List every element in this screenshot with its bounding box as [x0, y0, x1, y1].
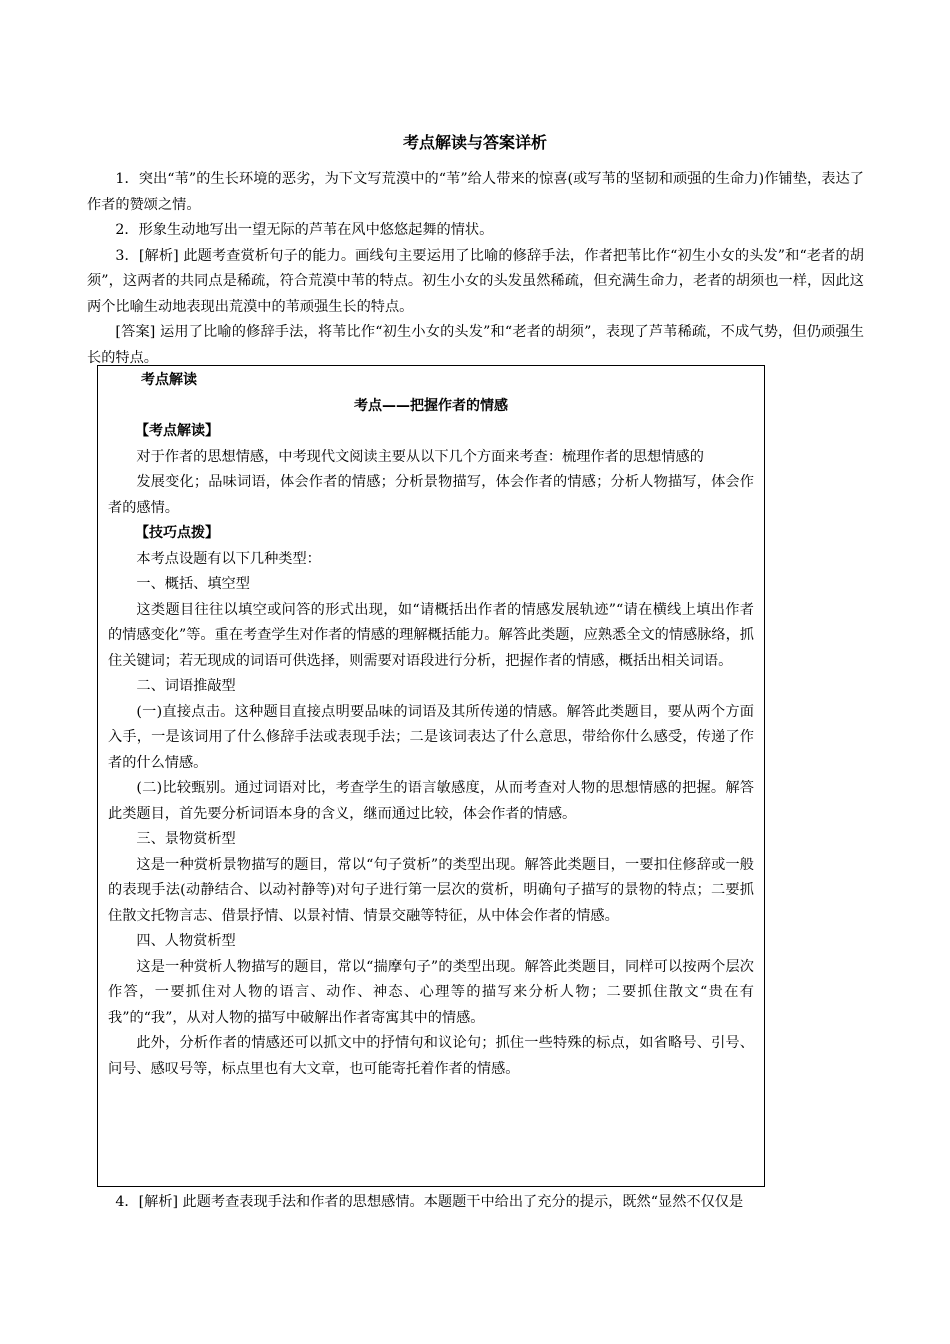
box-label: 考点解读 — [141, 372, 197, 388]
type2-text-2: (二)比较甄别。通过词语对比，考查学生的语言敏感度，从而考查对人物的思想情感的把握。解答此类题目，首先要分析词语本身的含义，继而通过比较，体会作者的情感。 — [108, 780, 754, 822]
type3-title: 三、景物赏析型 — [136, 831, 236, 847]
answer-2: 2．形象生动地写出一望无际的芦苇在风中悠悠起舞的情状。 — [115, 222, 494, 238]
type3-text: 这是一种赏析景物描写的题目，常以“句子赏析”的类型出现。解答此类题目，一要扣住修辞或一般的表现手法(动静结合、以动衬静等)对句子进行第一层次的赏析，明确句子描写的景物的特点；二要抓住散文托物言志、借景抒情、以景衬情、情景交融等特征，从中体会作者的情感。 — [108, 856, 754, 924]
tips-intro: 本考点设题有以下几种类型： — [136, 550, 321, 567]
type1-text: 这类题目往往以填空或问答的形式出现，如“请概括出作者的情感发展轨迹”“请在横线上填出作者的情感变化”等。重在考查学生对作者的情感的理解概括能力。解答此类题，应熟悉全文的情感脉络，抓住关键词；若无现成的词语可供选择，则需要对语段进行分析，把握作者的情感，概括出相关词语。 — [108, 601, 754, 669]
type4-title: 四、人物赏析型 — [136, 933, 236, 949]
closing-text: 此外，分析作者的情感还可以抓文中的抒情句和议论句；抓住一些特殊的标点，如省略号、引号、问号、感叹号等，标点里也有大文章，也可能寄托着作者的情感。 — [108, 1035, 754, 1077]
section-title-interpretation: 【考点解读】 — [135, 423, 219, 439]
type1-title: 一、概括、填空型 — [136, 576, 250, 592]
page-title: 考点解读与答案详析 — [402, 133, 547, 152]
box-heading: 考点——把握作者的情感 — [354, 397, 508, 414]
interpretation-text-1: 对于作者的思想情感，中考现代文阅读主要从以下几个方面来考查：梳理作者的思想情感的 — [136, 448, 704, 465]
answer-section — [87, 167, 864, 371]
type2-text-1: (一)直接点击。这种题目直接点明要品味的词语及其所传递的情感。解答此类题目，要从两个方面入手，一是该词用了什么修辞手法或表现手法；二是该词表达了什么意思，带给你什么感受，传递了作者的什么情感。 — [108, 703, 754, 771]
section-title-tips: 【技巧点拨】 — [135, 525, 219, 541]
answer-1: 1．突出“苇”的生长环境的恶劣，为下文写荒漠中的“苇”给人带来的惊喜(或写苇的坚韧和顽强的生命力)作铺垫，表达了作者的赞颂之情。 — [87, 171, 864, 213]
type2-title: 二、词语推敲型 — [136, 678, 236, 694]
type4-text: 这是一种赏析人物描写的题目，常以“揣摩句子”的类型出现。解答此类题目，同样可以按两个层次作答，一要抓住对人物的语言、动作、神态、心理等的描写来分析人物；二要抓住散文“贵在有我”的“我”，从对人物的描写中破解出作者寄寓其中的情感。 — [108, 958, 754, 1026]
answer-4-analysis: 4．[解析] 此题考查表现手法和作者的思想感情。本题题干中给出了充分的提示，既然“显然不仅仅是 — [115, 1194, 744, 1210]
exam-point-box — [97, 365, 765, 1187]
answer-3-answer: [答案] 运用了比喻的修辞手法，将苇比作“初生小女的头发”和“老者的胡须”，表现了芦苇稀疏，不成气势，但仍顽强生长的特点。 — [87, 324, 864, 366]
answer-3-analysis: 3．[解析] 此题考查赏析句子的能力。画线句主要运用了比喻的修辞手法，作者把苇比作“初生小女的头发”和“老者的胡须”，这两者的共同点是稀疏，符合荒漠中苇的特点。初生小女的头发虽然稀疏，但充满生命力，老者的胡须也一样，因此这两个比喻生动地表现出荒漠中的苇顽强生长的特点。 — [87, 247, 864, 315]
interpretation-text-2: 发展变化；品味词语，体会作者的情感；分析景物描写，体会作者的情感；分析人物描写，体会作者的感情。 — [108, 474, 754, 516]
answer-4-section — [87, 1190, 864, 1216]
